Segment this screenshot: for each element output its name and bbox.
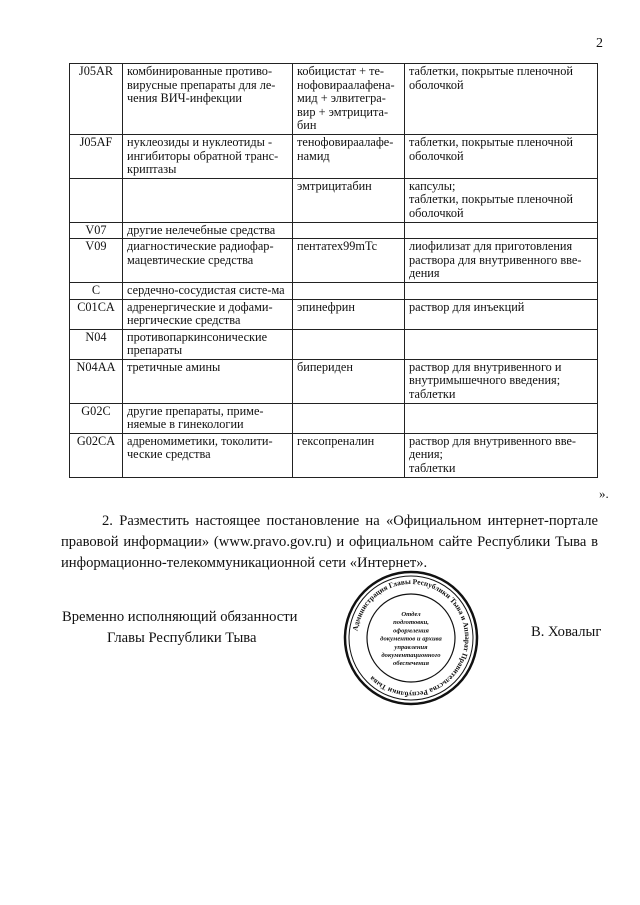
seal-center-line: оформления xyxy=(393,627,429,635)
signatory-name: В. Ховалыг xyxy=(531,624,602,640)
seal-center-line: Отдел xyxy=(401,611,421,618)
form-cell: таблетки, покрытые пленочной оболочкой xyxy=(405,64,598,135)
group-cell: другие нелечебные средства xyxy=(123,222,293,239)
form-cell xyxy=(405,329,598,359)
substance-cell xyxy=(293,329,405,359)
signatory-title-line1: Временно исполняющий обязанности xyxy=(62,609,298,625)
substance-cell: пентатех99mTc xyxy=(293,239,405,283)
code-cell: N04 xyxy=(70,329,123,359)
drug-list-table xyxy=(69,63,598,478)
substance-cell xyxy=(293,222,405,239)
form-cell: раствор для инъекций xyxy=(405,299,598,329)
table-row xyxy=(70,222,598,239)
code-cell: G02CA xyxy=(70,433,123,477)
group-cell: другие препараты, приме-няемые в гинекологии xyxy=(123,403,293,433)
code-cell xyxy=(70,178,123,222)
group-cell: комбинированные противо-вирусные препараты для ле-чения ВИЧ-инфекции xyxy=(123,64,293,135)
code-cell: J05AF xyxy=(70,134,123,178)
table-row xyxy=(70,359,598,403)
group-cell: диагностические радиофар-мацевтические средства xyxy=(123,239,293,283)
form-cell: лиофилизат для приготовления раствора для внутривенного вве-дения xyxy=(405,239,598,283)
signatory-title-line2: Главы Республики Тыва xyxy=(107,630,257,646)
code-cell: V07 xyxy=(70,222,123,239)
table-row xyxy=(70,329,598,359)
substance-cell: кобицистат + те-нофовираалафена-мид + элвитегра-вир + эмтрицита-бин xyxy=(293,64,405,135)
group-cell: сердечно-сосудистая систе-ма xyxy=(123,282,293,299)
form-cell: раствор для внутривенного и внутримышечного введения; таблетки xyxy=(405,359,598,403)
form-cell xyxy=(405,403,598,433)
code-cell: G02C xyxy=(70,403,123,433)
substance-cell xyxy=(293,403,405,433)
group-cell: адреномиметики, токолити-ческие средства xyxy=(123,433,293,477)
table-row xyxy=(70,282,598,299)
seal-ring-text: Администрация Главы Республики Тыва и Аппарат Правительства Республики Тыва xyxy=(350,576,473,700)
seal-center-line: управления xyxy=(394,643,428,651)
seal-center-line: обеспечения xyxy=(393,660,429,668)
form-cell: капсулы; таблетки, покрытые пленочной оболочкой xyxy=(405,178,598,222)
table-row xyxy=(70,134,598,178)
table-row xyxy=(70,178,598,222)
code-cell: N04AA xyxy=(70,359,123,403)
page-number: 2 xyxy=(596,36,603,51)
form-cell: таблетки, покрытые пленочной оболочкой xyxy=(405,134,598,178)
group-cell: третичные амины xyxy=(123,359,293,403)
table-row xyxy=(70,239,598,283)
group-cell: нуклеозиды и нуклеотиды - ингибиторы обратной транс-криптазы xyxy=(123,134,293,178)
group-cell xyxy=(123,178,293,222)
group-cell: адренергические и дофами-нергические средства xyxy=(123,299,293,329)
group-cell: противопаркинсонические препараты xyxy=(123,329,293,359)
seal-center-line: документационного xyxy=(381,652,441,659)
substance-cell: тенофовираалафе-намид xyxy=(293,134,405,178)
substance-cell: эпинефрин xyxy=(293,299,405,329)
code-cell: V09 xyxy=(70,239,123,283)
form-cell xyxy=(405,282,598,299)
substance-cell: бипериден xyxy=(293,359,405,403)
substance-cell: гексопреналин xyxy=(293,433,405,477)
closing-quote-mark: ». xyxy=(599,486,609,501)
signatory-position xyxy=(62,607,297,649)
substance-cell xyxy=(293,282,405,299)
table-row xyxy=(70,403,598,433)
code-cell: J05AR xyxy=(70,64,123,135)
form-cell xyxy=(405,222,598,239)
publication-paragraph: 2. Разместить настоящее постановление на «Официальном интернет-портале правовой информации» (www.pravo.gov.ru) и официальном сайте Республики Тыва в информационно-телекоммуникационной сети «Интернет». xyxy=(61,513,598,571)
seal-center-line: подготовки, xyxy=(393,619,429,627)
table-row xyxy=(70,64,598,135)
table-row xyxy=(70,433,598,477)
form-cell: раствор для внутривенного вве-дения; таблетки xyxy=(405,433,598,477)
substance-cell: эмтрицитабин xyxy=(293,178,405,222)
table-row xyxy=(70,299,598,329)
seal-center-line: документов и архива xyxy=(380,635,442,643)
code-cell: C01CA xyxy=(70,299,123,329)
official-seal xyxy=(343,570,479,706)
code-cell: C xyxy=(70,282,123,299)
